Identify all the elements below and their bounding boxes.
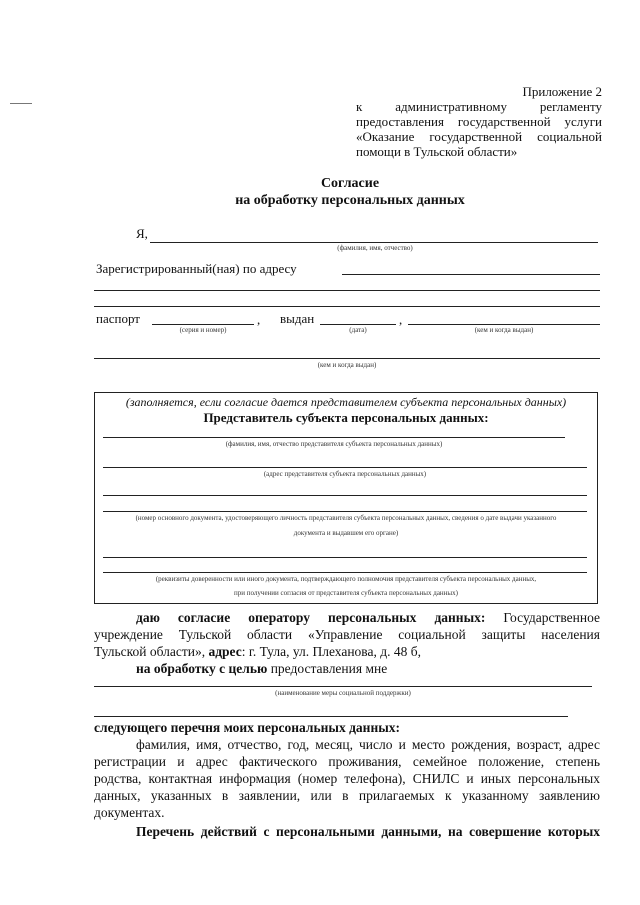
comma: , [399,312,403,327]
registered-label: Зарегистрированный(ная) по адресу [96,261,297,276]
representative-heading: Представитель субъекта персональных данных: [203,410,489,425]
data-list-line: данных, указанных в заявлении, или в прилагаемых к указанному заявлению [94,788,600,803]
measure-field-2[interactable] [94,716,568,717]
operator-name-start: Государственное [503,610,600,625]
purpose-text: предоставления мне [270,661,388,676]
data-list-line: родства, контактная информация (номер телефона), СНИЛС и иных персональных [94,771,600,786]
passport-label: паспорт [96,311,140,326]
address-field-3[interactable] [94,306,600,307]
rep-doc-hint: (номер основного документа, удостоверяющего личность представителя субъекта персональных данных, сведения о дате выдачи указанного [135,514,557,522]
comma: , [257,312,261,327]
rep-proxy-hint-2: при получении согласия от представителя субъекта персональных данных) [234,589,458,597]
fio-hint: (фамилия, имя, отчество) [337,244,413,252]
rep-address-hint: (адрес представителя субъекта персональных данных) [263,470,427,478]
data-list-line: фамилия, имя, отчество, год, месяц, число и место рождения, возраст, адрес [136,737,600,752]
data-list-line: документах. [94,805,165,820]
actions-line: Перечень действий с персональными данными, на совершение которых [136,824,600,839]
consent-line-3 [94,644,421,660]
measure-field[interactable] [94,686,592,687]
representative-box [94,392,598,604]
consent-line-4 [136,661,387,677]
issued-label: выдан [280,311,315,326]
scan-mark [10,103,32,104]
document-subtitle: на обработку персональных данных [235,193,465,208]
fio-field[interactable] [150,242,598,243]
appendix-line: к административному регламенту [356,99,602,114]
appendix-line: «Оказание государственной социальной [356,129,602,144]
series-hint: (серия и номер) [179,326,227,334]
rep-proxy-field-2[interactable] [103,572,587,573]
rep-address-field[interactable] [103,467,587,468]
issued-by-hint-2: (кем и когда выдан) [317,361,377,369]
address-field-2[interactable] [94,290,600,291]
appendix-line: помощи в Тульской области» [356,144,518,159]
data-list-line: регистрации и адрес фактического проживания, семейное положение, степень [94,754,600,769]
address-field[interactable] [342,274,600,275]
consent-bold: даю согласие оператору персональных данных: [136,610,486,625]
consent-line-1 [136,610,600,626]
document-title: Согласие [320,176,380,191]
rep-proxy-field[interactable] [103,557,587,558]
consent-line-2: учреждение Тульской области «Управление социальной защиты населения [94,627,600,642]
issued-by-field-2[interactable] [94,358,600,359]
rep-proxy-hint: (реквизиты доверенности или иного документа, подтверждающего полномочия представителя субъекта персональных данных, [155,575,537,583]
operator-address: : г. Тула, ул. Плеханова, д. 48 б, [241,644,421,659]
issue-date-field[interactable] [320,324,396,325]
data-list-heading: следующего перечня моих персональных данных: [94,720,401,735]
appendix-line: предоставления государственной услуги [356,114,602,129]
rep-doc-hint-2: документа и выдавшем его органе) [293,529,399,537]
appendix-number: Приложение 2 [522,84,602,99]
purpose-bold: на обработку с целью [136,661,268,676]
rep-fio-field[interactable] [103,437,565,438]
operator-name-end: Тульской области», [94,644,206,659]
issued-by-field[interactable] [408,324,600,325]
passport-series-field[interactable] [152,324,254,325]
rep-doc-field-2[interactable] [103,511,587,512]
rep-doc-field[interactable] [103,495,587,496]
ya-label: Я, [136,226,148,241]
rep-fio-hint: (фамилия, имя, отчество представителя субъекта персональных данных) [225,440,443,448]
representative-note: (заполняется, если согласие дается представителем субъекта персональных данных) [125,395,567,409]
date-hint: (дата) [349,326,367,334]
issued-by-hint: (кем и когда выдан) [474,326,534,334]
measure-hint: (наименование меры социальной поддержки) [275,689,411,697]
address-bold: адрес [208,644,242,659]
